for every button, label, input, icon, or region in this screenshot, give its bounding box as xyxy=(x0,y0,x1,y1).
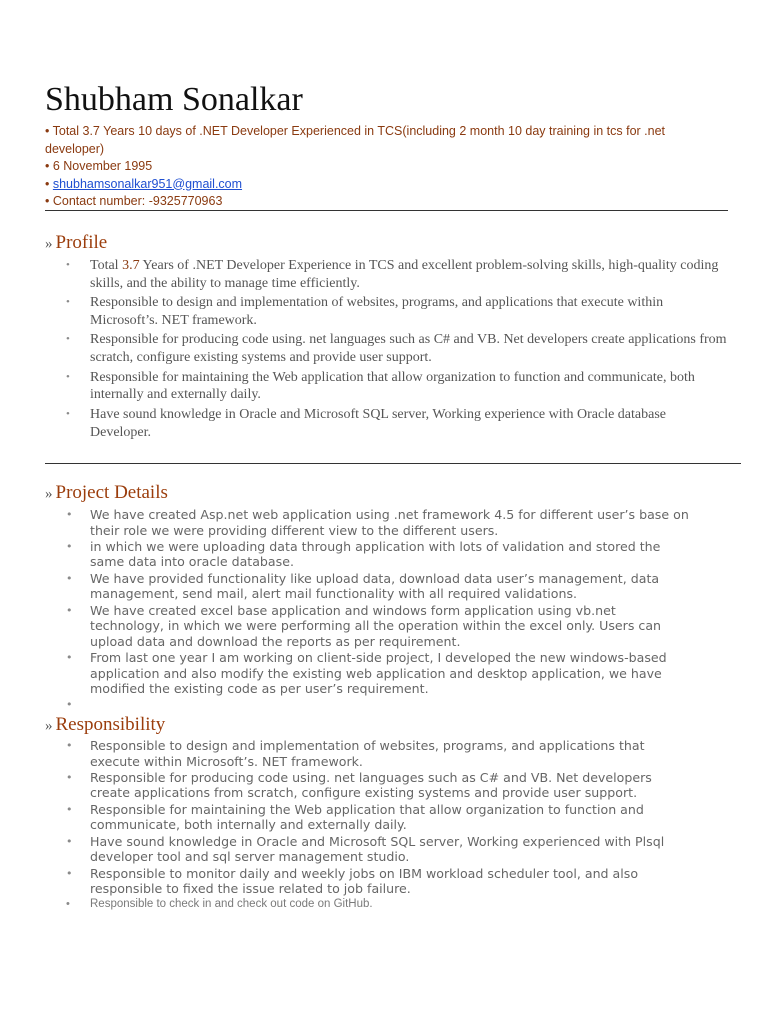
bullet-icon: • xyxy=(66,802,73,816)
contact-block xyxy=(45,123,695,211)
email-bullet: • xyxy=(45,176,53,191)
list-item xyxy=(0,507,690,538)
project-details-list xyxy=(0,507,690,712)
section-marker: » xyxy=(45,486,53,502)
profile-item-1-years: 3.7 xyxy=(122,258,140,273)
project-title: Project Details xyxy=(55,482,168,503)
list-item xyxy=(0,834,690,865)
profile-heading xyxy=(45,231,107,256)
bullet-icon: • xyxy=(66,866,73,880)
list-item-text: Responsible to monitor daily and weekly jobs on IBM workload scheduler tool, and also responsible to fixed the issue related to job failure. xyxy=(90,865,639,897)
list-item xyxy=(0,406,730,442)
bullet-icon: • xyxy=(66,770,73,784)
list-item-text: Responsible to check in and check out code on GitHub. xyxy=(90,898,373,911)
list-item xyxy=(0,539,690,570)
list-item xyxy=(0,369,730,405)
list-item xyxy=(0,897,690,913)
bullet-icon: • xyxy=(66,296,70,309)
profile-title: Profile xyxy=(55,232,108,253)
email-link[interactable]: shubhamsonalkar951@gmail.com xyxy=(52,176,243,191)
candidate-name: Shubham Sonalkar xyxy=(45,81,303,118)
list-item-text: Have sound knowledge in Oracle and Microsoft SQL server, Working experienced with Plsql developer tool and sql server management studio. xyxy=(90,833,665,865)
bullet-icon: • xyxy=(66,508,73,521)
bullet-icon: • xyxy=(66,259,70,271)
profile-divider xyxy=(45,463,741,464)
list-item xyxy=(0,802,690,833)
list-item-text: We have created Asp.net web application using .net framework 4.5 for different user’s base on their role we were providing different view to the different users. xyxy=(90,507,689,538)
bullet-icon: • xyxy=(66,834,73,848)
bullet-icon: • xyxy=(66,333,70,346)
bullet-icon: • xyxy=(66,739,73,752)
profile-list xyxy=(0,257,730,443)
list-item-text: Responsible for producing code using. net languages such as C# and VB. Net developers create applications from scratch, configure existing systems and provide user support. xyxy=(90,332,727,366)
list-item-text: Have sound knowledge in Oracle and Microsoft SQL server, Working experience with Oracle database Developer. xyxy=(90,406,667,440)
list-item-text: Responsible to design and implementation of websites, programs, and applications that execute within Microsoft’s. NET framework. xyxy=(90,738,645,769)
bullet-icon: • xyxy=(66,698,73,712)
bullet-icon: • xyxy=(66,603,73,617)
list-item-text: Responsible for maintaining the Web application that allow organization to function and communicate, both internally and externally daily. xyxy=(90,801,644,833)
list-item xyxy=(0,603,690,650)
list-item xyxy=(0,331,730,367)
responsibility-list xyxy=(0,738,690,914)
list-item xyxy=(0,738,690,769)
bullet-icon: • xyxy=(66,407,70,420)
date-of-birth: • 6 November 1995 xyxy=(45,159,153,173)
list-item xyxy=(0,770,690,801)
list-item-text: We have provided functionality like upload data, download data user’s management, data management, send mail, alert mail functionality with all required validations. xyxy=(90,570,660,602)
project-details-heading xyxy=(45,481,168,506)
list-item xyxy=(0,650,690,697)
list-item-text: From last one year I am working on client-side project, I developed the new windows-based application and also modify the existing web application and desktop application, we have modified the existing code as per user’s requirement. xyxy=(90,650,667,697)
header-divider xyxy=(45,210,728,211)
contact-number: • Contact number: -9325770963 xyxy=(45,194,223,208)
experience-prefix: • Total xyxy=(45,124,83,138)
list-item xyxy=(0,257,730,293)
experience-years: 3.7 xyxy=(82,124,100,138)
bullet-icon: • xyxy=(66,898,70,911)
list-item-text: in which we were uploading data through application with lots of validation and stored the same data into oracle database. xyxy=(90,538,661,570)
section-marker: » xyxy=(45,718,53,734)
bullet-icon: • xyxy=(66,651,73,665)
section-marker: » xyxy=(45,236,53,252)
list-item-text: Responsible to design and implementation of websites, programs, and applications that execute within Microsoft’s. NET framework. xyxy=(90,295,664,328)
bullet-icon: • xyxy=(66,370,70,383)
list-item xyxy=(0,294,730,330)
responsibility-title: Responsibility xyxy=(55,714,166,735)
bullet-icon: • xyxy=(66,571,73,585)
experience-rest: Years 10 days of .NET Developer Experienced in TCS(including 2 month 10 day training in tcs for .net developer) xyxy=(45,124,666,156)
list-item-text: Responsible for producing code using. net languages such as C# and VB. Net developers create applications from scratch, configure existing systems and provide user support. xyxy=(90,769,652,801)
list-item-text: Responsible for maintaining the Web application that allow organization to function and communicate, both internally and externally daily. xyxy=(90,369,695,403)
list-item-empty xyxy=(0,697,690,711)
experience-summary xyxy=(45,123,695,158)
email-line xyxy=(45,176,695,194)
profile-item-1-prefix: Total xyxy=(90,258,123,273)
bullet-icon: • xyxy=(66,539,73,553)
list-item xyxy=(0,571,690,602)
profile-item-1-rest: Years of .NET Developer Experience in TCS and excellent problem-solving skills, high-quality coding skills, and the ability to manage time efficiently. xyxy=(90,258,719,291)
list-item xyxy=(0,866,690,897)
responsibility-heading xyxy=(45,713,165,738)
list-item-text: We have created excel base application and windows form application using vb.net technology, in which we were performing all the operation within the excel only. Users can upload data and download the reports as per requirement. xyxy=(90,602,662,649)
